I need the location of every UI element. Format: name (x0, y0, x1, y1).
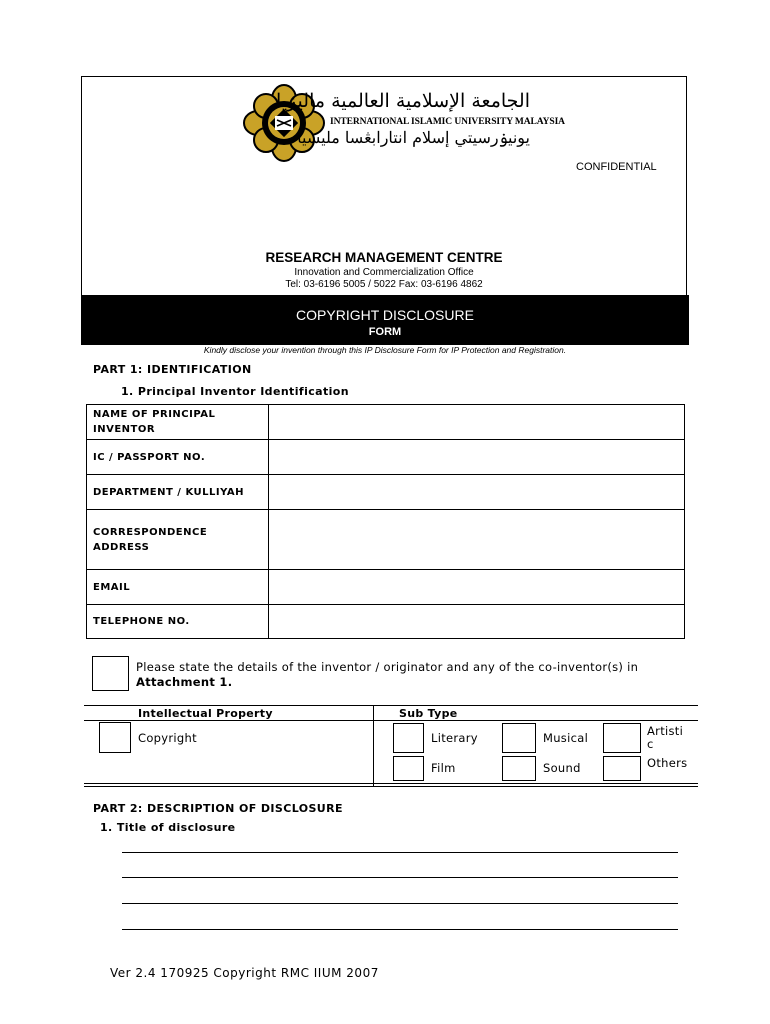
ip-col-header: Intellectual Property (138, 707, 273, 720)
copyright-label: Copyright (138, 731, 197, 745)
ip-table-bottom-border-2 (84, 786, 698, 787)
title-line-3[interactable] (122, 903, 678, 904)
table-row (87, 605, 685, 639)
subtype-col-header: Sub Type (399, 707, 458, 720)
artistic-label-line1: Artisti (647, 724, 684, 738)
sound-checkbox[interactable] (502, 756, 536, 781)
ip-table-column-divider (373, 705, 374, 786)
others-checkbox[interactable] (603, 756, 641, 781)
row-label: EMAIL (87, 570, 269, 605)
university-name-english: INTERNATIONAL ISLAMIC UNIVERSITY MALAYSIA (330, 117, 565, 127)
artistic-checkbox[interactable] (603, 723, 641, 753)
ip-table-bottom-border (84, 783, 698, 784)
ic-passport-field[interactable] (269, 440, 685, 475)
table-row (87, 570, 685, 605)
office-name: Innovation and Commercialization Office (294, 267, 474, 278)
ip-table-header-border (84, 720, 698, 721)
telephone-field[interactable] (269, 605, 685, 639)
part2-heading: PART 2: DESCRIPTION OF DISCLOSURE (93, 802, 343, 815)
musical-label: Musical (543, 731, 589, 745)
version-footer: Ver 2.4 170925 Copyright RMC IIUM 2007 (110, 966, 379, 980)
copyright-checkbox[interactable] (99, 722, 131, 753)
title-line-4[interactable] (122, 929, 678, 930)
address-field[interactable] (269, 510, 685, 570)
ip-table-top-border (84, 705, 698, 706)
title-line-1[interactable] (122, 852, 678, 853)
literary-checkbox[interactable] (393, 723, 424, 753)
table-row (87, 440, 685, 475)
row-label: DEPARTMENT / KULLIYAH (87, 475, 269, 510)
name-field[interactable] (269, 405, 685, 440)
form-title: COPYRIGHT DISCLOSURE (296, 307, 474, 323)
attachment-reference: Attachment 1. (136, 675, 233, 689)
instruction-text: Kindly disclose your invention through this IP Disclosure Form for IP Protection and Registration. (203, 345, 567, 355)
identification-table (86, 404, 685, 639)
row-label: CORRESPONDENCE ADDRESS (87, 510, 269, 570)
artistic-label-line2: c (647, 737, 654, 751)
row-label: IC / PASSPORT NO. (87, 440, 269, 475)
table-row (87, 510, 685, 570)
row-label: NAME OF PRINCIPAL INVENTOR (87, 405, 269, 440)
attachment-note: Please state the details of the inventor / originator and any of the co-inventor(s) in (136, 660, 639, 674)
part2-subheading: 1. Title of disclosure (100, 821, 236, 834)
email-field[interactable] (269, 570, 685, 605)
university-name-arabic: الجامعة الإسلامية العالمية ماليزيا (275, 90, 530, 112)
sound-label: Sound (543, 761, 581, 775)
confidential-label: CONFIDENTIAL (576, 161, 657, 173)
form-subtitle: FORM (368, 326, 402, 338)
department-field[interactable] (269, 475, 685, 510)
film-label: Film (431, 761, 456, 775)
table-row (87, 405, 685, 440)
part1-heading: PART 1: IDENTIFICATION (93, 363, 252, 376)
part1-subheading: 1. Principal Inventor Identification (121, 385, 349, 398)
table-row (87, 475, 685, 510)
others-label: Others (647, 756, 688, 770)
row-label: TELEPHONE NO. (87, 605, 269, 639)
centre-title: RESEARCH MANAGEMENT CENTRE (265, 250, 503, 265)
literary-label: Literary (431, 731, 478, 745)
university-name-jawi: يونيۏرسيتي إسلام انتارابڠسا مليسيا (297, 128, 530, 147)
title-line-2[interactable] (122, 877, 678, 878)
attachment-checkbox[interactable] (92, 656, 129, 691)
contact-info: Tel: 03-6196 5005 / 5022 Fax: 03-6196 4862 (285, 279, 483, 290)
musical-checkbox[interactable] (502, 723, 536, 753)
film-checkbox[interactable] (393, 756, 424, 781)
